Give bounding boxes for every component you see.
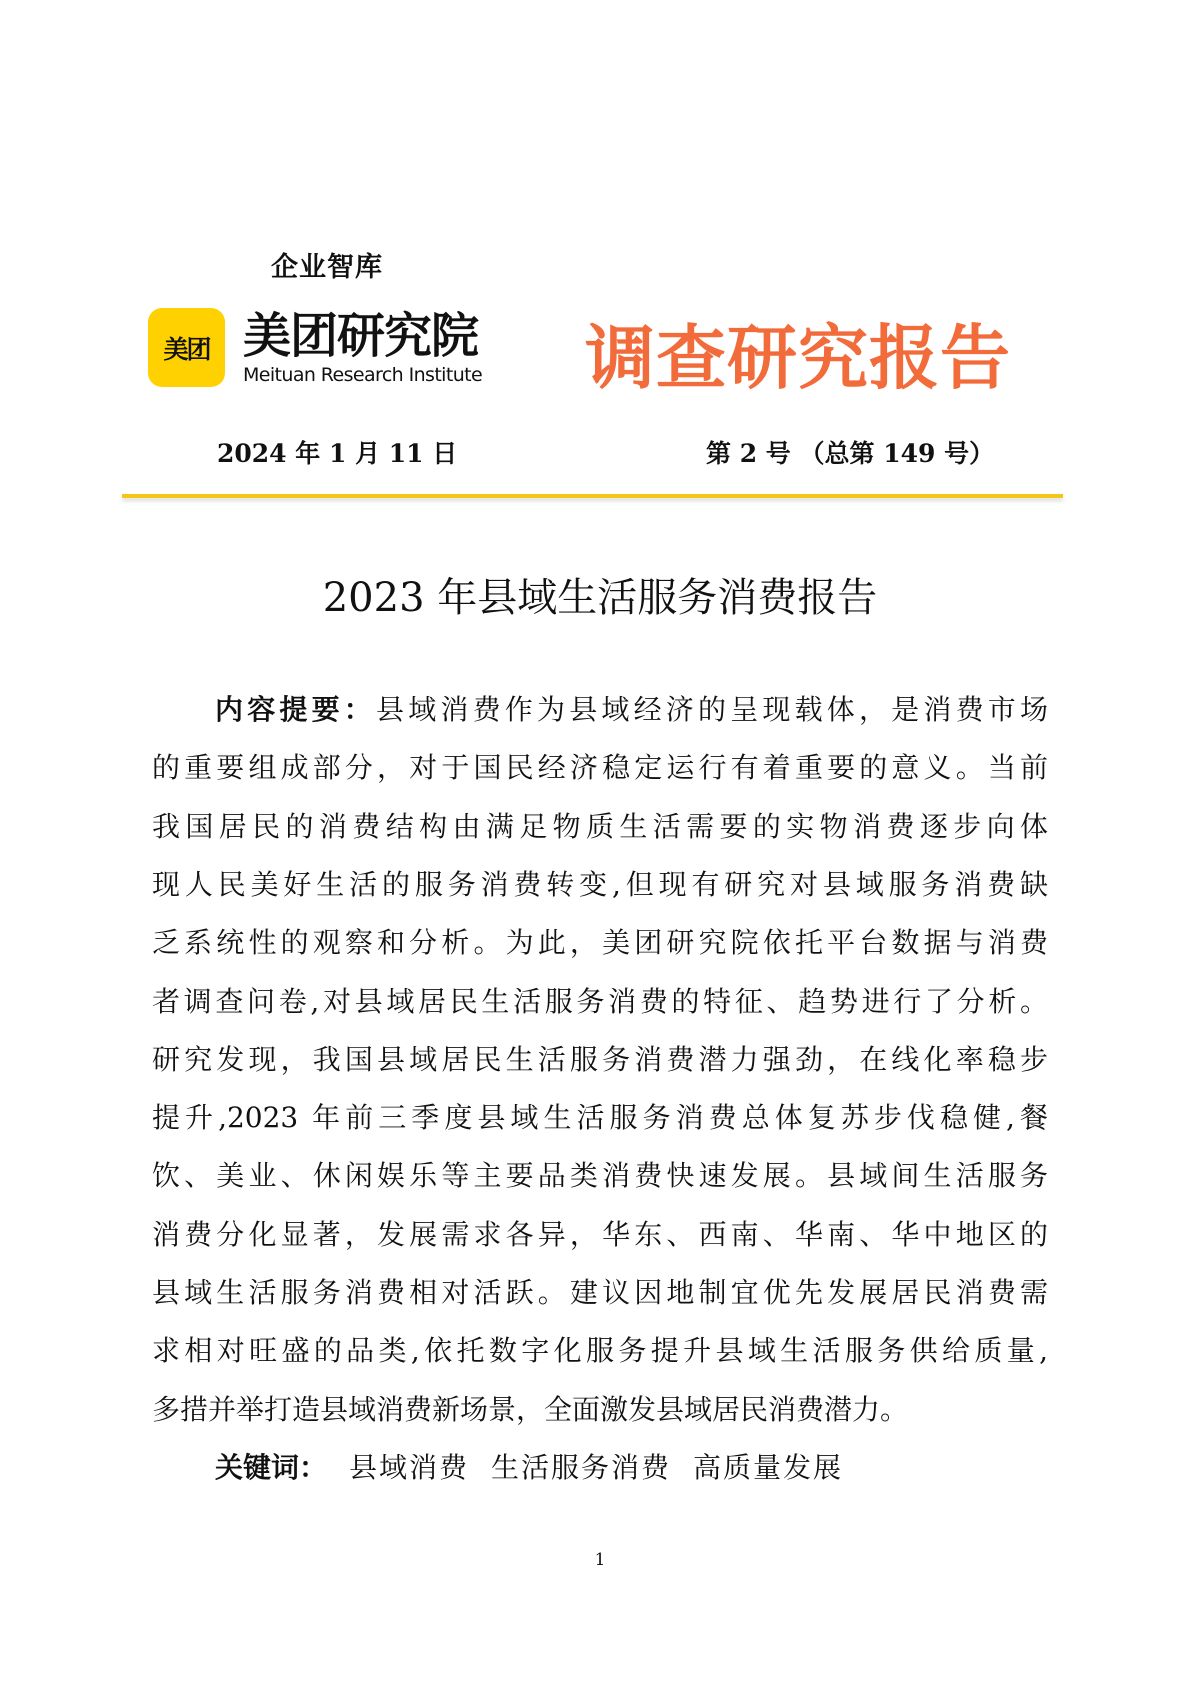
logo-name-en: Meituan Research Institute xyxy=(243,364,483,386)
issue-number: 第 2 号 （总第 149 号） xyxy=(706,439,995,468)
report-date: 2024 年 1 月 11 日 xyxy=(217,439,458,468)
keywords xyxy=(215,1439,843,1497)
abstract-line: 乏系统性的观察和分析。为此，美团研究院依托平台数据与消费 xyxy=(152,926,1048,960)
abstract-line: 我国居民的消费结构由满足物质生活需要的实物消费逐步向体 xyxy=(152,809,1048,843)
abstract-line: 的重要组成部分，对于国民经济稳定运行有着重要的意义。当前 xyxy=(152,751,1048,785)
think-tank-label: 企业智库 xyxy=(271,252,383,283)
abstract-line: 研究发现，我国县域居民生活服务消费潜力强劲，在线化率稳步 xyxy=(152,1042,1048,1076)
abstract-line: 提升,2023 年前三季度县域生活服务消费总体复苏步伐稳健,餐 xyxy=(152,1101,1048,1135)
logo-name-cn: 美团研究院 xyxy=(243,308,479,364)
meituan-logo-badge: 美团 xyxy=(148,308,225,387)
abstract-line: 饮、美业、休闲娱乐等主要品类消费快速发展。县域间生活服务 xyxy=(152,1159,1048,1193)
abstract-line: 者调查问卷,对县域居民生活服务消费的特征、趋势进行了分析。 xyxy=(152,984,1048,1018)
header-divider xyxy=(122,494,1063,498)
keyword: 县域消费 xyxy=(349,1451,470,1484)
abstract-line: 现人民美好生活的服务消费转变,但现有研究对县域服务消费缺 xyxy=(152,867,1048,901)
abstract-line xyxy=(215,681,1048,739)
abstract-text: 县域消费作为县域经济的呈现载体，是消费市场 xyxy=(376,693,1048,726)
keywords-label: 关键词： xyxy=(215,1451,328,1484)
page-number: 1 xyxy=(594,1550,606,1570)
document-title: 2023 年县域生活服务消费报告 xyxy=(322,575,878,621)
abstract-label: 内容提要： xyxy=(215,693,376,726)
abstract-line: 求相对旺盛的品类,依托数字化服务提升县域生活服务供给质量, xyxy=(152,1334,1048,1368)
abstract-line: 多措并举打造县域消费新场景，全面激发县域居民消费潜力。 xyxy=(152,1392,909,1426)
keyword: 生活服务消费 xyxy=(491,1451,672,1484)
abstract-line: 消费分化显著，发展需求各异，华东、西南、华南、华中地区的 xyxy=(152,1217,1048,1251)
keyword: 高质量发展 xyxy=(693,1451,844,1484)
report-type-heading: 调查研究报告 xyxy=(585,317,1011,399)
abstract-line: 县域生活服务消费相对活跃。建议因地制宜优先发展居民消费需 xyxy=(152,1276,1048,1309)
